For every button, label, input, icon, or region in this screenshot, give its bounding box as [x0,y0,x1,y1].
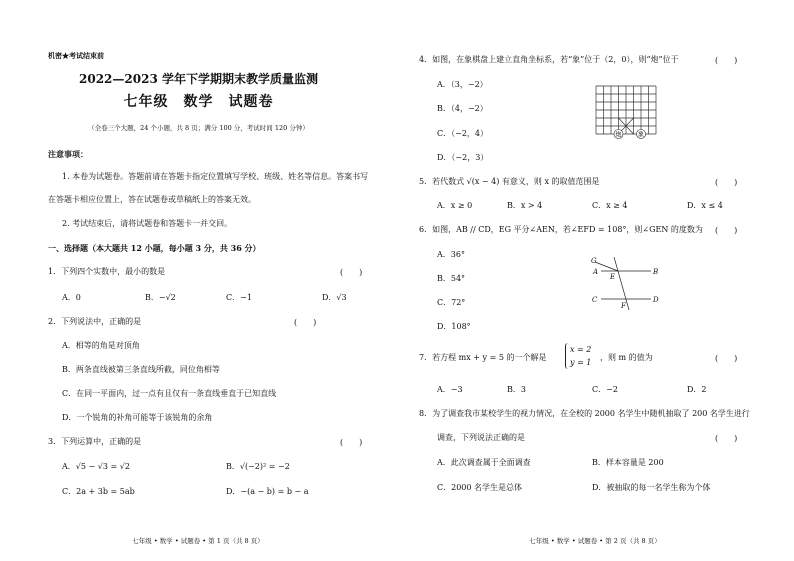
q1-option-d: D．√3 [322,293,347,302]
label-d: D [653,296,659,304]
label-c: C [592,296,598,304]
label-g: G [591,257,597,265]
q3-answer-paren[interactable]: ( ) [340,438,363,447]
q3-option-d: D．−(a − b) = b − a [226,487,309,496]
q2-option-c: C．在同一平面内，过一点有且仅有一条直线垂直于已知直线 [62,389,277,398]
q4-option-a: A．（3，−2） [437,80,488,89]
q2-answer-paren[interactable]: ( ) [294,318,317,327]
q5-stem: 5．若代数式 √(x − 4) 有意义，则 x 的取值范围是 [419,177,600,186]
q4-option-d: D．（−2，3） [437,153,489,162]
q7-system-x: x = 2 [570,345,592,354]
q7-answer-paren[interactable]: ( ) [715,354,738,363]
q7-option-d: D．2 [687,385,707,394]
system-brace [565,343,568,369]
q4-stem: 4．如图，在象棋盘上建立直角坐标系，若“象”位于（2，0），则“炮”位于 [419,55,679,64]
q6-option-d: D．108° [437,322,471,331]
page-footer: 七年级 • 数学 • 试题卷 • 第 1 页（共 8 页） [132,537,264,545]
q6-option-c: C．72° [437,298,466,307]
q1-option-c: C．−1 [226,293,252,302]
label-a: A [593,268,599,276]
q7-stem-b: ，则 m 的值为 [600,353,653,362]
page-2 [397,0,794,561]
exam-info: （全卷三个大题，24 个小题，共 8 页；满分 100 分，考试时间 120 分钟） [88,124,309,132]
q2-stem: 2．下列说法中，正确的是 [48,317,142,326]
note-1-line-2: 在答题卡相应位置上，答在试题卷或草稿纸上的答案无效。 [48,195,256,204]
q4-answer-paren[interactable]: ( ) [715,56,738,65]
q2-option-d: D．一个锐角的补角可能等于该锐角的余角 [62,413,213,422]
label-e: E [610,273,616,281]
q6-option-a: A．36° [437,250,465,259]
q5-option-b: B．x > 4 [507,201,543,210]
q7-system-y: y = 1 [570,358,592,367]
q4-option-c: C．（−2，4） [437,129,489,138]
q4-option-b: B．（4，−2） [437,104,488,113]
note-2: 2. 考试结束后，请将试题卷和答题卡一并交回。 [62,219,233,228]
exam-title: 2022—2023 学年下学期期末教学质量监测 [79,72,318,86]
q5-option-c: C．x ≥ 4 [592,201,628,210]
q7-option-a: A．−3 [437,385,463,394]
exam-subtitle: 七年级 数学 试题卷 [123,94,274,110]
q3-option-a: A．√5 − √3 = √2 [62,462,130,471]
q5-option-a: A．x ≥ 0 [437,201,473,210]
q6-answer-paren[interactable]: ( ) [715,226,738,235]
notes-title: 注意事项： [48,149,88,159]
q5-answer-paren[interactable]: ( ) [715,178,738,187]
bisector-eg [595,262,618,271]
q8-option-d: D．被抽取的每一名学生称为个体 [592,483,711,492]
q8-option-b: B．样本容量是 200 [592,458,664,467]
q3-stem: 3．下列运算中，正确的是 [48,437,142,446]
q7-option-b: B．3 [507,385,526,394]
q1-option-a: A．0 [62,293,81,302]
chessboard-grid [596,86,656,134]
q8-option-a: A．此次调查属于全面调查 [437,458,531,467]
note-1-line-1: 1. 本卷为试题卷。答题前请在答题卡指定位置填写学校、班级、姓名等信息。答案书写 [62,172,369,181]
chessboard-figure [590,80,666,140]
q1-stem: 1．下列四个实数中，最小的数是 [48,267,166,276]
piece-xiang [637,130,646,139]
section-1-title: 一、选择题（本大题共 12 小题，每小题 3 分，共 36 分） [48,243,261,253]
label-f: F [621,302,626,310]
parallel-lines-figure [589,252,659,314]
q7-option-c: C．−2 [592,385,618,394]
q6-stem: 6．如图，AB // CD，EG 平分∠AEN，若∠EFD = 108°，则∠GEN 的度数为 [419,225,703,234]
q5-option-d: D．x ≤ 4 [687,201,723,210]
svg-text:象: 象 [637,131,645,139]
q2-option-a: A．相等的角是对顶角 [62,341,140,350]
q1-option-b: B．−√2 [145,293,176,302]
svg-text:炮: 炮 [615,131,622,139]
q8-answer-paren[interactable]: ( ) [715,434,738,443]
q2-option-b: B．两条直线被第三条直线所截，同位角相等 [62,365,220,374]
q3-option-b: B．√(−2)² = −2 [226,462,290,471]
confidential-mark: 机密★考试结束前 [48,51,104,60]
page-footer: 七年级 • 数学 • 试题卷 • 第 2 页（共 8 页） [529,537,661,545]
label-b: B [653,268,659,276]
q8-option-c: C．2000 名学生是总体 [437,483,523,492]
q3-option-c: C．2a + 3b = 5ab [62,487,135,496]
q7-stem-a: 7．若方程 mx + y = 5 的一个解是 [419,353,547,362]
piece-pao [614,130,623,139]
q8-stem-a: 8．为了调查我市某校学生的视力情况，在全校的 2000 名学生中随机抽取了 200 名学生进行 [419,409,750,418]
q1-answer-paren[interactable]: ( ) [340,268,363,277]
q6-option-b: B．54° [437,274,466,283]
q8-stem-b: 调查，下列说法正确的是 [437,433,525,442]
